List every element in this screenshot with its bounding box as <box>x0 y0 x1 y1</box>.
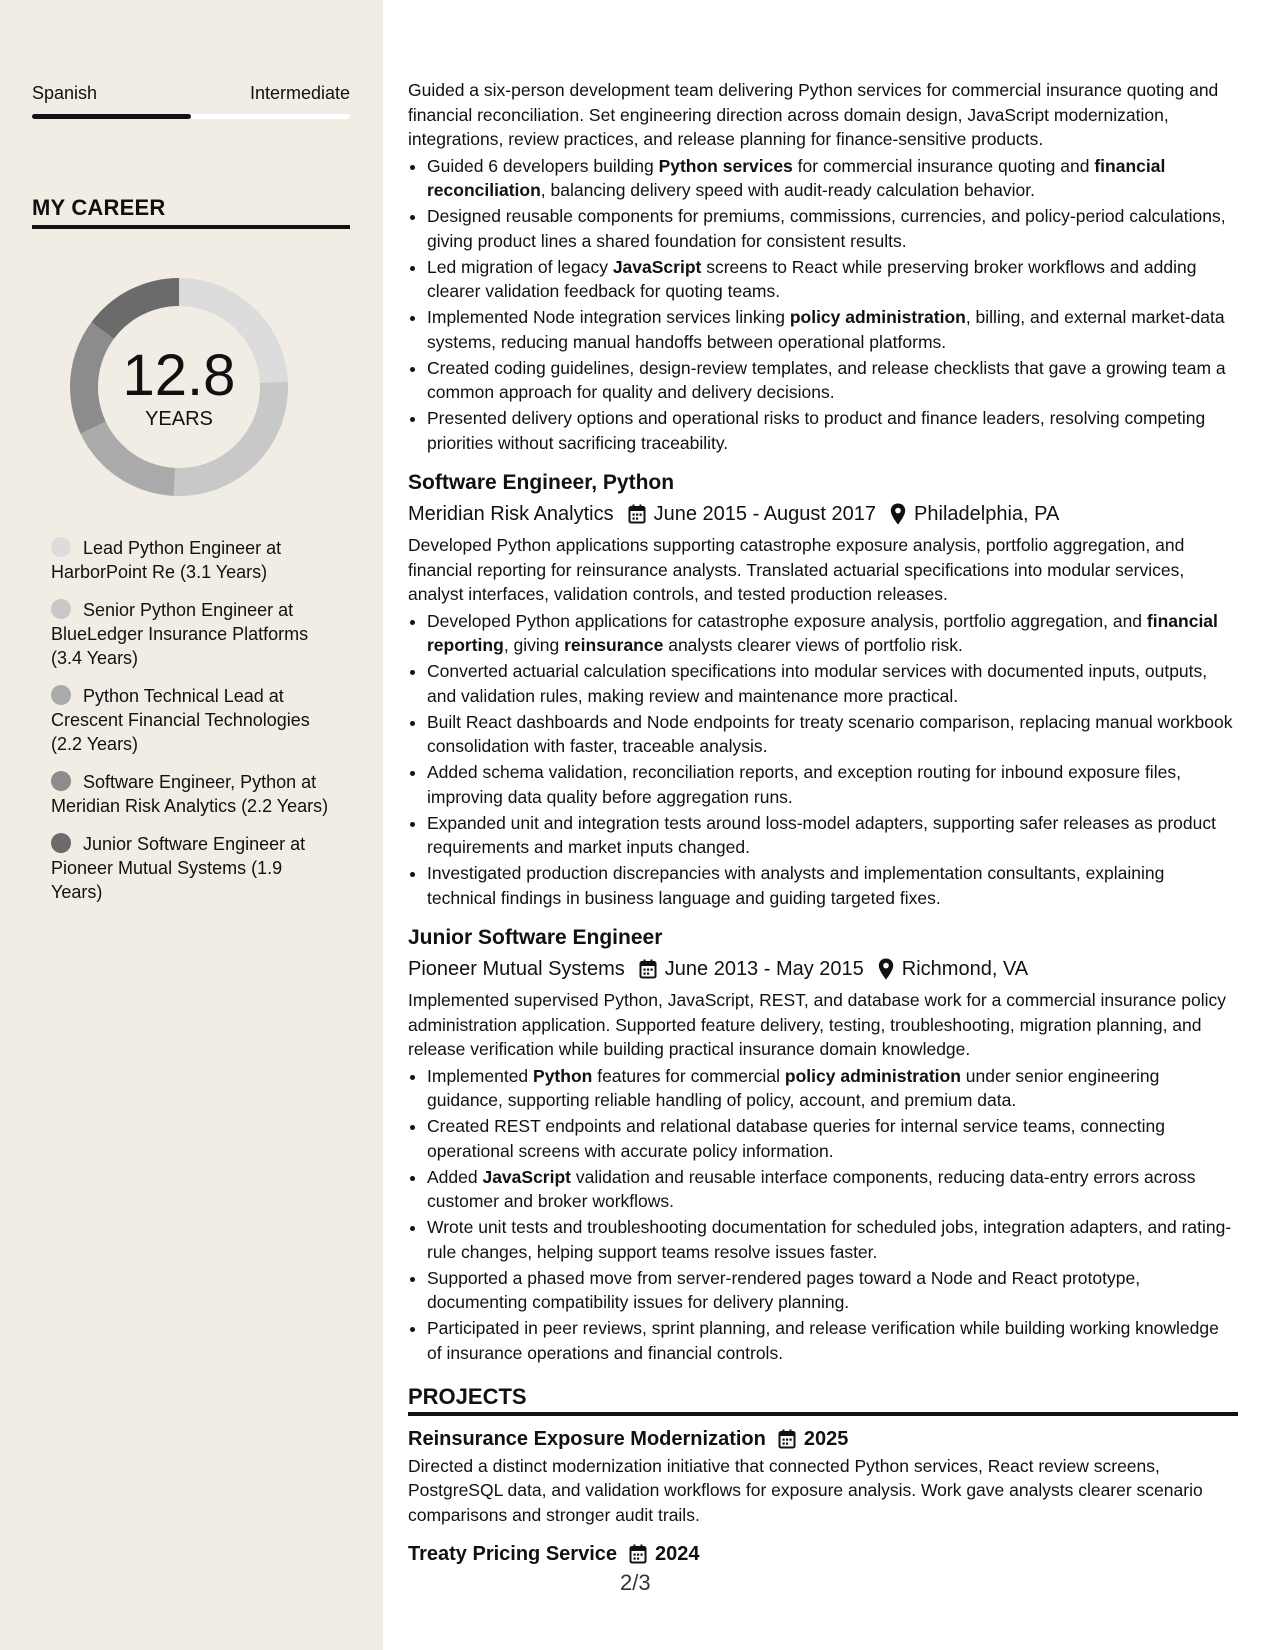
job-summary: Developed Python applications supporting catastrophe exposure analysis, portfolio aggregation, and financial reporting for reinsurance analysts. Translated actuarial specifications into modular services, analyst interfaces, validation controls, and tested production releases. <box>408 535 1185 604</box>
bullet: • Converted actuarial calculation specifications into modular services with documented inputs, outputs, and validation rules, making review and maintenance more practical. <box>427 659 1238 708</box>
career-section-title: MY CAREER <box>32 195 350 229</box>
sidebar <box>0 0 383 1650</box>
job-meta <box>408 954 1238 984</box>
project-description: Directed a distinct modernization initiative that connected Python services, React review screens, PostgreSQL data, and validation workflows for exposure analysis. Work gave analysts clearer scenario comparisons and stronger audit trails. <box>408 1455 1203 1525</box>
legend-dot <box>51 537 71 557</box>
bullet: • Guided 6 developers building Python services for commercial insurance quoting and financial reconciliation, balancing delivery speed with audit-ready calculation behavior. <box>427 154 1238 203</box>
project-year: 2025 <box>803 1427 849 1450</box>
bullet: • Supported a phased move from server-rendered pages toward a Node and React prototype, documenting compatibility issues for delivery planning. <box>427 1266 1238 1315</box>
bullet: • Investigated production discrepancies with analysts and implementation consultants, explaining technical findings in business language and guiding targeted fixes. <box>427 861 1238 910</box>
job-bullets <box>408 1064 1238 1366</box>
job-summary: Guided a six-person development team delivering Python services for commercial insurance quoting and financial reconciliation. Set engineering direction across domain design, JavaScript modernization, integrations, review practices, and release planning for finance-sensitive products. <box>408 80 1219 149</box>
total-years-value: 12.8 <box>122 343 236 408</box>
career-item-text: Junior Software Engineer at Pioneer Mutual Systems (1.9 Years) <box>51 834 306 902</box>
career-item <box>51 536 336 584</box>
legend-dot <box>51 599 71 619</box>
legend-dot <box>51 833 71 853</box>
bullet: • Presented delivery options and operational risks to product and finance leaders, resolving competing priorities without sacrificing traceability. <box>427 406 1238 455</box>
career-item-text: Lead Python Engineer at HarborPoint Re (3.1 Years) <box>51 538 282 582</box>
project-name: Treaty Pricing Service <box>408 1543 618 1565</box>
total-years-unit: YEARS <box>145 408 213 430</box>
donut-segment-5 <box>91 278 179 339</box>
company-name: Pioneer Mutual Systems <box>408 958 625 980</box>
bullet: • Implemented Python features for commercial policy administration under senior engineering guidance, supporting reliable handling of policy, account, and premium data. <box>427 1064 1238 1113</box>
donut-segment-3 <box>80 422 175 496</box>
calendar-icon <box>639 959 657 979</box>
bullet: • Added schema validation, reconciliation reports, and exception routing for inbound exposure files, improving data quality before aggregation runs. <box>427 760 1238 809</box>
career-donut-chart <box>64 272 294 502</box>
job-dates: June 2015 - August 2017 <box>653 503 877 525</box>
bullet: • Led migration of legacy JavaScript screens to React while preserving broker workflows and adding clearer validation feedback for quoting teams. <box>427 255 1238 304</box>
career-item <box>51 598 336 670</box>
project-title <box>408 1424 1238 1454</box>
language-name: Spanish <box>32 83 98 103</box>
job-bullets <box>408 154 1238 456</box>
calendar-icon <box>628 504 646 524</box>
job-meta <box>408 499 1238 529</box>
career-item-text: Software Engineer, Python at Meridian Risk Analytics (2.2 Years) <box>51 772 329 816</box>
career-item <box>51 832 336 904</box>
company-name: Meridian Risk Analytics <box>408 503 614 525</box>
legend-dot <box>51 771 71 791</box>
career-item <box>51 770 336 818</box>
bullet: • Created coding guidelines, design-review templates, and release checklists that gave a growing team a common approach for quality and delivery decisions. <box>427 356 1238 405</box>
bullet: • Created REST endpoints and relational database queries for internal service teams, connecting operational screens with accurate policy information. <box>427 1114 1238 1163</box>
job-title: Software Engineer, Python <box>408 471 675 494</box>
career-item-text: Python Technical Lead at Crescent Financial Technologies (2.2 Years) <box>51 686 310 754</box>
career-item <box>51 684 336 756</box>
language-level: Intermediate <box>249 83 350 103</box>
career-legend <box>51 536 336 918</box>
bullet: • Wrote unit tests and troubleshooting documentation for scheduled jobs, integration adapters, and rating-rule changes, helping support teams resolve issues faster. <box>427 1215 1238 1264</box>
bullet: • Expanded unit and integration tests around loss-model adapters, supporting safer releases as product requirements and market inputs changed. <box>427 811 1238 860</box>
bullet: • Developed Python applications for catastrophe exposure analysis, portfolio aggregation, and financial reporting, giving reinsurance analysts clearer views of portfolio risk. <box>427 609 1238 658</box>
main-content <box>408 78 1238 1569</box>
career-item-text: Senior Python Engineer at BlueLedger Insurance Platforms (3.4 Years) <box>51 600 309 668</box>
language-level-bar <box>32 114 350 119</box>
project-year: 2024 <box>655 1543 700 1565</box>
legend-dot <box>51 685 71 705</box>
job-dates: June 2013 - May 2015 <box>664 958 864 980</box>
job-title: Junior Software Engineer <box>408 926 663 949</box>
calendar-icon <box>778 1429 796 1449</box>
language-skill <box>32 80 350 119</box>
project-title <box>408 1539 1238 1569</box>
calendar-icon <box>629 1544 647 1564</box>
bullet: • Built React dashboards and Node endpoints for treaty scenario comparison, replacing manual workbook consolidation with faster, traceable analysis. <box>427 710 1238 759</box>
job-location: Philadelphia, PA <box>914 503 1060 525</box>
job-location: Richmond, VA <box>901 958 1029 980</box>
job-summary: Implemented supervised Python, JavaScript, REST, and database work for a commercial insurance policy administration application. Supported feature delivery, testing, troubleshooting, migration planning, and release verification while building practical insurance domain knowledge. <box>408 990 1227 1059</box>
bullet: • Designed reusable components for premiums, commissions, currencies, and policy-period calculations, giving product lines a shared foundation for consistent results. <box>427 204 1238 253</box>
location-pin-icon <box>878 958 894 980</box>
bullet: • Participated in peer reviews, sprint planning, and release verification while building working knowledge of insurance operations and financial controls. <box>427 1316 1238 1365</box>
bullet: • Implemented Node integration services linking policy administration, billing, and external market-data systems, reducing manual handoffs between operational platforms. <box>427 305 1238 354</box>
projects-section-title: PROJECTS <box>408 1385 1238 1416</box>
location-pin-icon <box>890 503 906 525</box>
project-name: Reinsurance Exposure Modernization <box>408 1427 766 1450</box>
bullet: • Added JavaScript validation and reusable interface components, reducing data-entry errors across customer and broker workflows. <box>427 1165 1238 1214</box>
language-level-fill <box>32 114 191 119</box>
page-number: 2/3 <box>620 1570 651 1595</box>
job-bullets <box>408 609 1238 911</box>
